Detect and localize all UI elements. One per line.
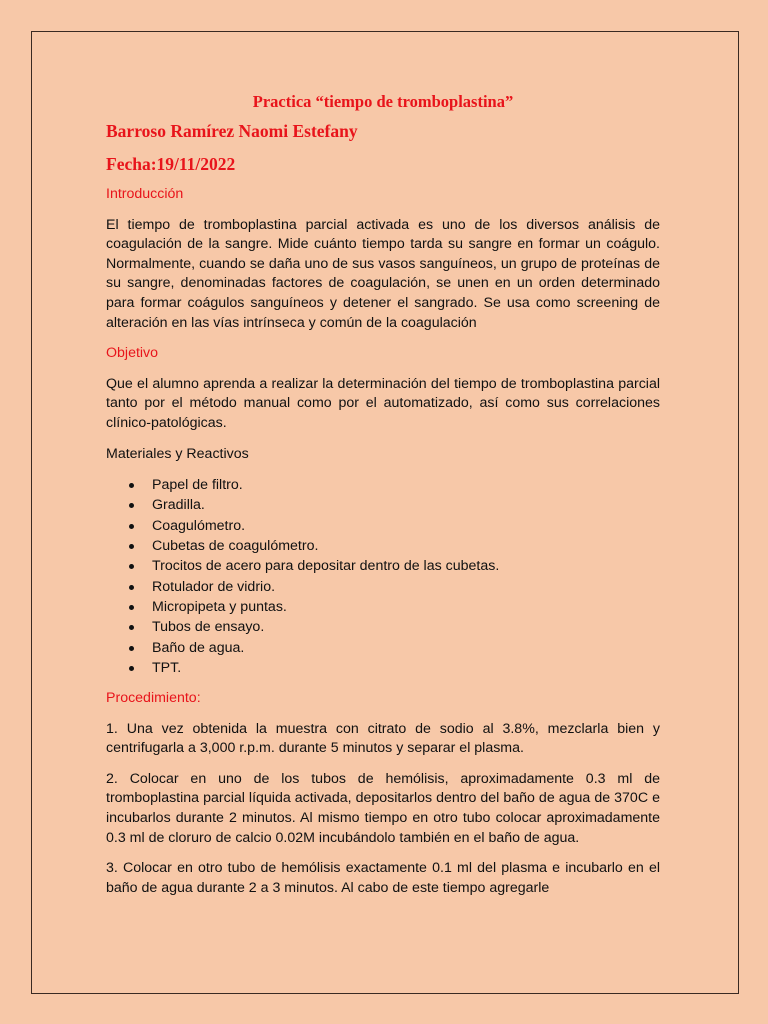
list-item: Baño de agua.	[152, 638, 660, 658]
list-item: Cubetas de coagulómetro.	[152, 536, 660, 556]
list-item: Micropipeta y puntas.	[152, 597, 660, 617]
list-item: Gradilla.	[152, 495, 660, 515]
list-item: Papel de filtro.	[152, 475, 660, 495]
intro-paragraph: El tiempo de tromboplastina parcial activada es uno de los diversos análisis de coagulación de la sangre. Mide cuánto tiempo tarda su sangre en formar un coágulo. Normalmente, cuando se daña uno de sus vasos sanguíneos, un grupo de proteínas de su sangre, denominadas factores de coagulación, se unen en un orden determinado para formar coágulos sanguíneos y detener el sangrado. Se usa como screening de alteración en las vías intrínseca y común de la coagulación	[106, 216, 660, 331]
list-item: Rotulador de vidrio.	[152, 577, 660, 597]
document-title: Practica “tiempo de tromboplastina”	[252, 92, 514, 111]
list-item: Coagulómetro.	[152, 516, 660, 536]
document-date: Fecha:19/11/2022	[106, 154, 236, 174]
document-content	[106, 92, 660, 909]
materials-heading: Materiales y Reactivos	[106, 445, 249, 462]
author-name: Barroso Ramírez Naomi Estefany	[106, 121, 358, 141]
procedure-step-2: 2. Colocar en uno de los tubos de hemólisis, aproximadamente 0.3 ml de tromboplastina parcial líquida activada, depositarlos dentro del baño de agua de 370C e incubarlos durante 2 minutos. Al mismo tiempo en otro tubo colocar aproximadamente 0.3 ml de cloruro de calcio 0.02M incubándolo también en el baño de agua.	[106, 770, 660, 846]
procedure-step-3: 3. Colocar en otro tubo de hemólisis exactamente 0.1 ml del plasma e incubarlo en el baño de agua durante 2 a 3 minutos. Al cabo de este tiempo agregarle	[106, 860, 660, 896]
procedure-heading: Procedimiento:	[106, 690, 201, 707]
list-item: TPT.	[152, 658, 660, 678]
objective-heading: Objetivo	[106, 345, 159, 362]
objective-paragraph: Que el alumno aprenda a realizar la determinación del tiempo de tromboplastina parcial tanto por el método manual como por el automatizado, así como sus correlaciones clínico-patológicas.	[106, 375, 660, 431]
procedure-step-1: 1. Una vez obtenida la muestra con citrato de sodio al 3.8%, mezclarla bien y centrifugarla a 3,000 r.p.m. durante 5 minutos y separar el plasma.	[106, 720, 660, 757]
materials-list	[106, 475, 660, 678]
list-item: Tubos de ensayo.	[152, 617, 660, 637]
intro-heading: Introducción	[106, 186, 184, 202]
list-item: Trocitos de acero para depositar dentro de las cubetas.	[152, 556, 660, 576]
